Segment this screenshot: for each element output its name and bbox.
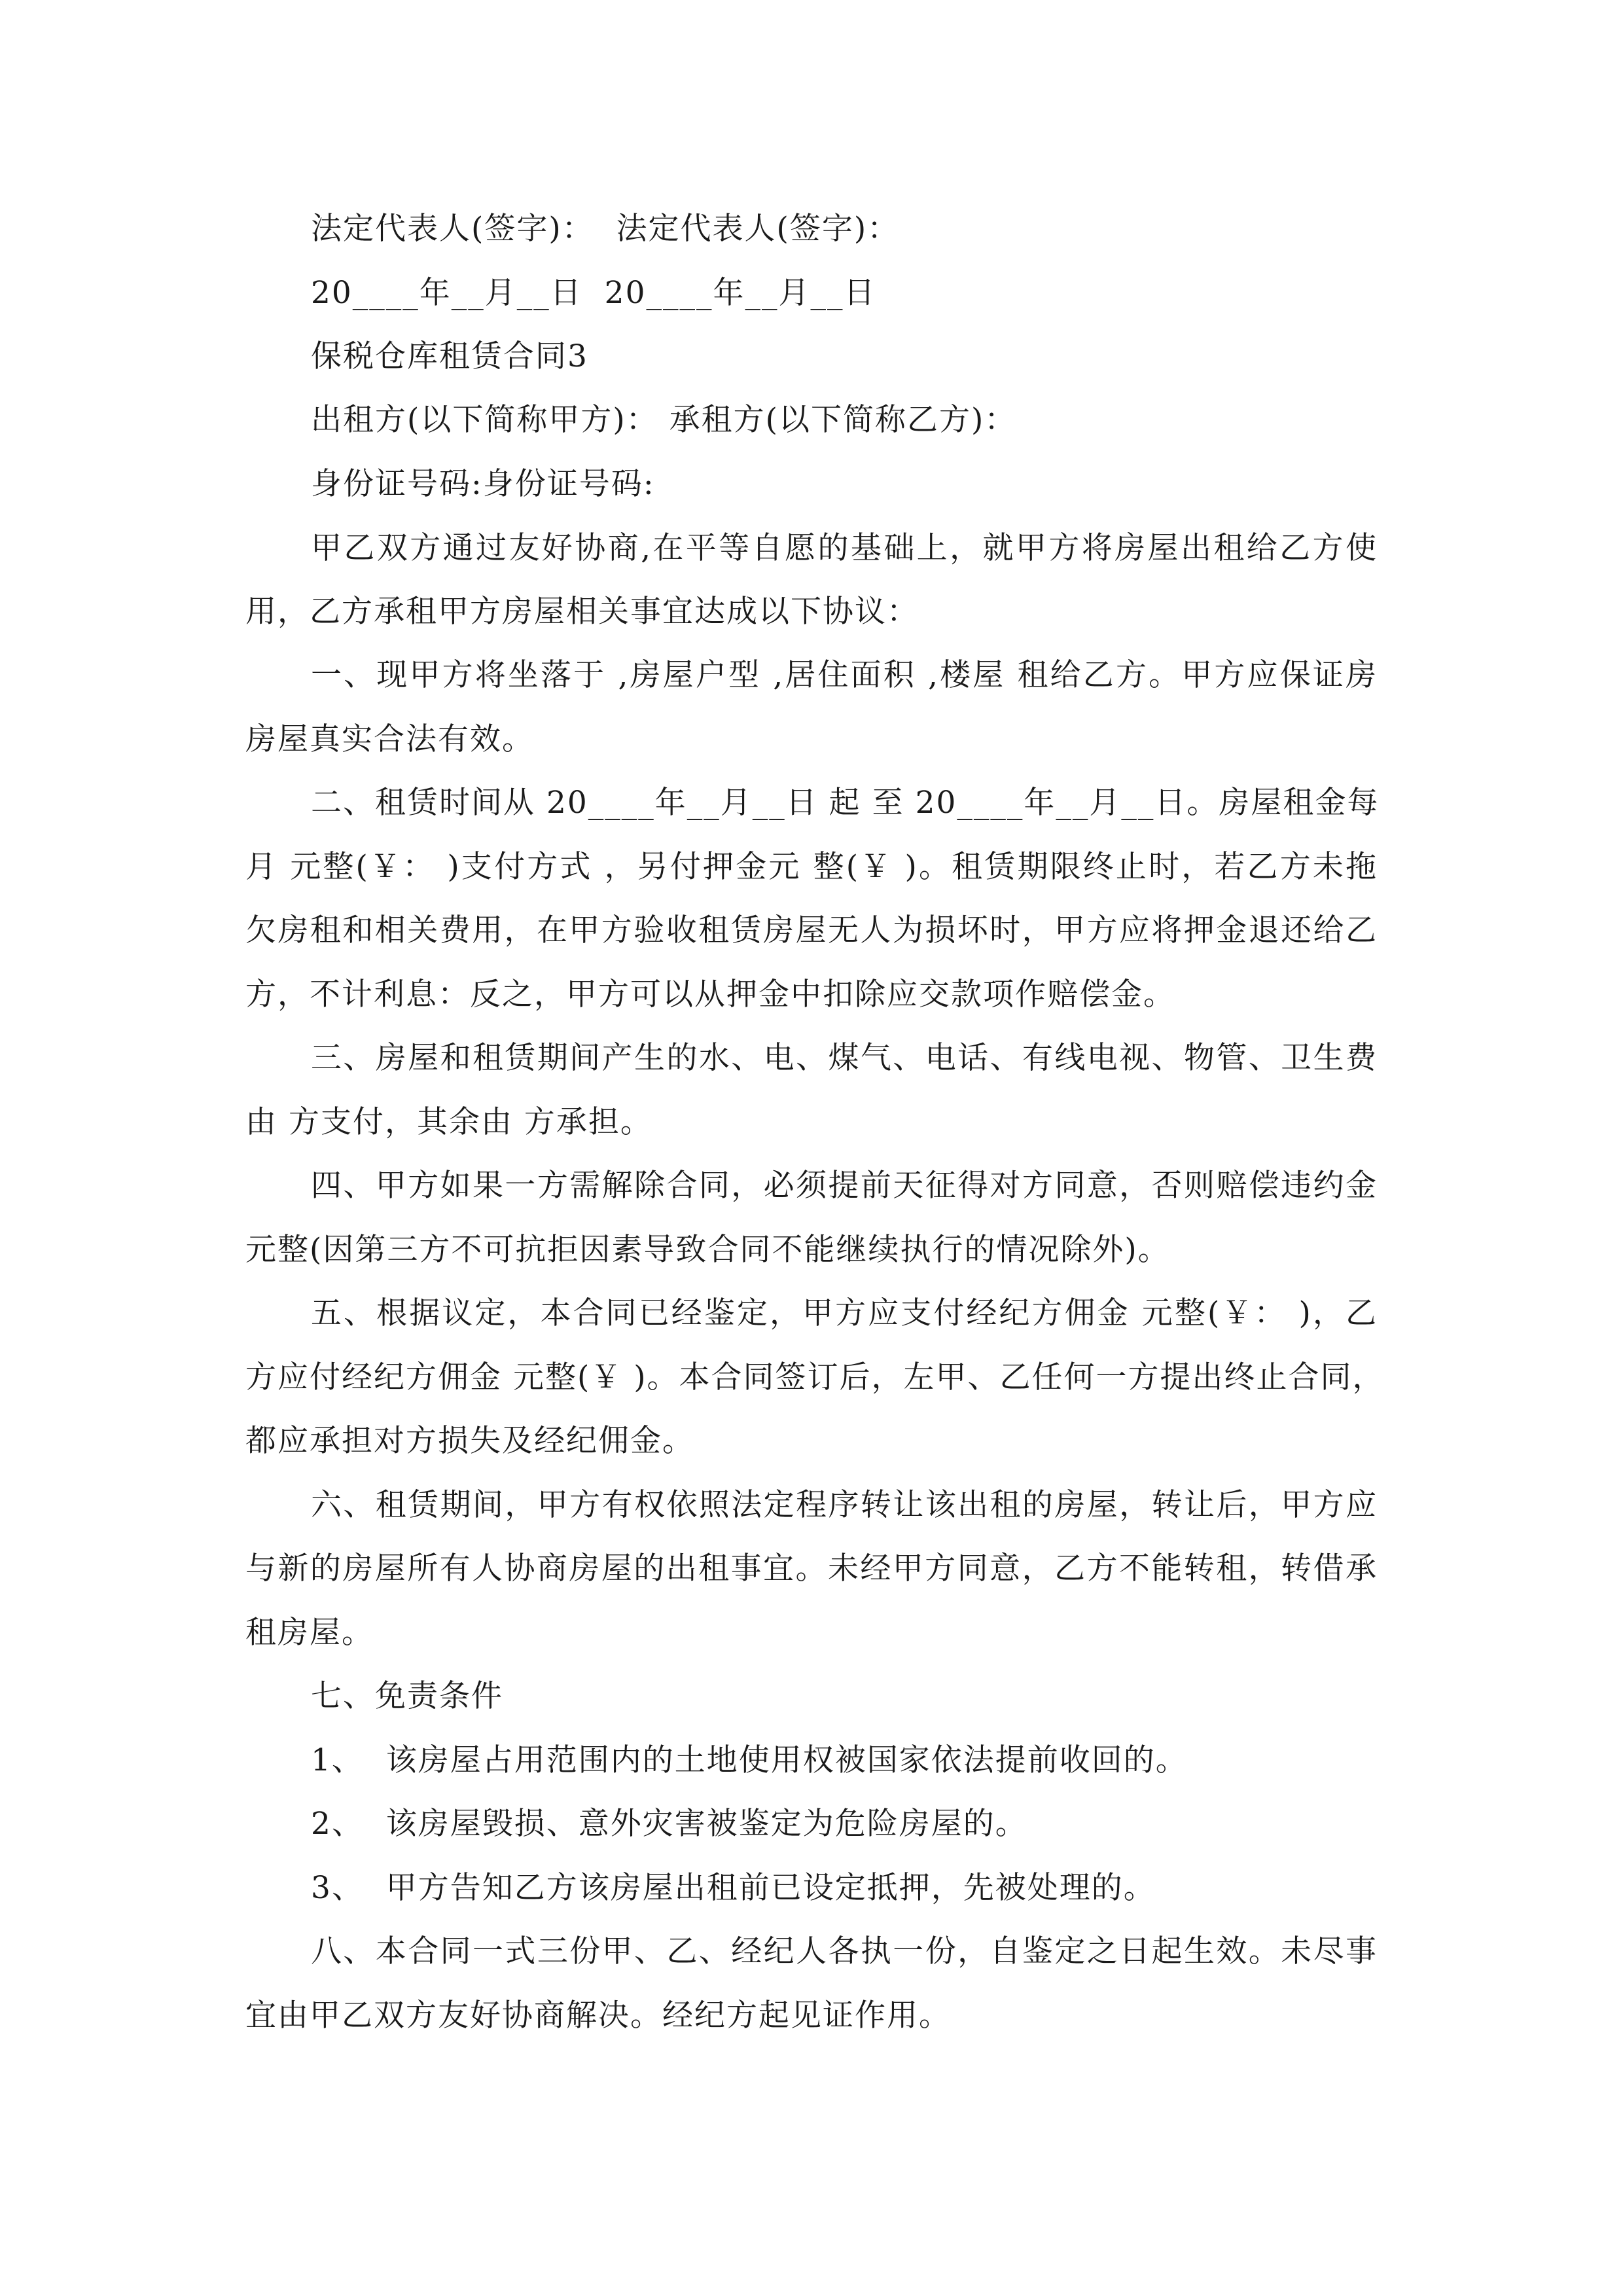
- exemption-item-2: 2、 该房屋毁损、意外灾害被鉴定为危险房屋的。: [311, 1806, 1027, 1842]
- exemption-item-3: 3、 甲方告知乙方该房屋出租前已设定抵押，先被处理的。: [311, 1870, 1156, 1906]
- clause-7-heading: 七、免责条件: [311, 1678, 503, 1714]
- clause-8-line-2: 宜由甲乙双方友好协商解决。经纪方起见证作用。: [245, 1998, 951, 2034]
- clause-5-line-1: 五、根据议定，本合同已经鉴定，甲方应支付经纪方佣金 元整(￥： )，乙: [311, 1295, 1378, 1331]
- parties-line: 出租方(以下简称甲方)： 承租方(以下简称乙方)：: [311, 402, 1017, 438]
- clause-2-line-2: 月 元整(￥： )支付方式 ，另付押金元 整(￥ )。租赁期限终止时，若乙方未拖: [245, 849, 1378, 885]
- clause-5-line-3: 都应承担对方损失及经纪佣金。: [245, 1423, 694, 1459]
- clause-8-line-1: 八、本合同一式三份甲、乙、经纪人各执一份，自鉴定之日起生效。未尽事: [311, 1933, 1378, 1969]
- clause-2-line-1: 二、租赁时间从 20____年__月__日 起 至 20____年__月__日。房屋租金每: [311, 785, 1380, 821]
- id-number-line: 身份证号码:身份证号码:: [311, 466, 655, 502]
- clause-3-line-1: 三、房屋和租赁期间产生的水、电、煤气、电话、有线电视、物管、卫生费: [311, 1040, 1378, 1076]
- clause-4-line-2: 元整(因第三方不可抗拒因素导致合同不能继续执行的情况除外)。: [245, 1232, 1170, 1268]
- clause-1-line-1: 一、现甲方将坐落于 ,房屋户型 ,居住面积 ,楼屋 租给乙方。甲方应保证房: [311, 657, 1378, 693]
- preamble-line-1: 甲乙双方通过友好协商,在平等自愿的基础上，就甲方将房屋出租给乙方使: [311, 530, 1378, 566]
- clause-3-line-2: 由 方支付，其余由 方承担。: [245, 1104, 652, 1140]
- clause-5-line-2: 方应付经纪方佣金 元整(￥ )。本合同签订后，左甲、乙任何一方提出终止合同，: [245, 1359, 1385, 1395]
- clause-2-line-4: 方，不计利息：反之，甲方可以从押金中扣除应交款项作赔偿金。: [245, 977, 1175, 1013]
- clause-6-line-2: 与新的房屋所有人协商房屋的出租事宜。未经甲方同意，乙方不能转租，转借承: [245, 1551, 1378, 1587]
- contract-title: 保税仓库租赁合同3: [311, 338, 588, 374]
- exemption-item-1: 1、 该房屋占用范围内的土地使用权被国家依法提前收回的。: [311, 1742, 1188, 1778]
- clause-4-line-1: 四、甲方如果一方需解除合同，必须提前天征得对方同意，否则赔偿违约金: [311, 1168, 1378, 1204]
- preamble-line-2: 用，乙方承租甲方房屋相关事宜达成以下协议：: [245, 594, 919, 630]
- signature-line: 法定代表人(签字)： 法定代表人(签字)：: [311, 211, 900, 247]
- clause-6-line-1: 六、租赁期间，甲方有权依照法定程序转让该出租的房屋，转让后，甲方应: [311, 1487, 1378, 1523]
- date-line: 20____年__月__日 20____年__月__日: [311, 275, 876, 311]
- clause-6-line-3: 租房屋。: [245, 1615, 374, 1651]
- clause-2-line-3: 欠房租和相关费用，在甲方验收租赁房屋无人为损坏时，甲方应将押金退还给乙: [245, 912, 1378, 948]
- clause-1-line-2: 房屋真实合法有效。: [245, 721, 534, 757]
